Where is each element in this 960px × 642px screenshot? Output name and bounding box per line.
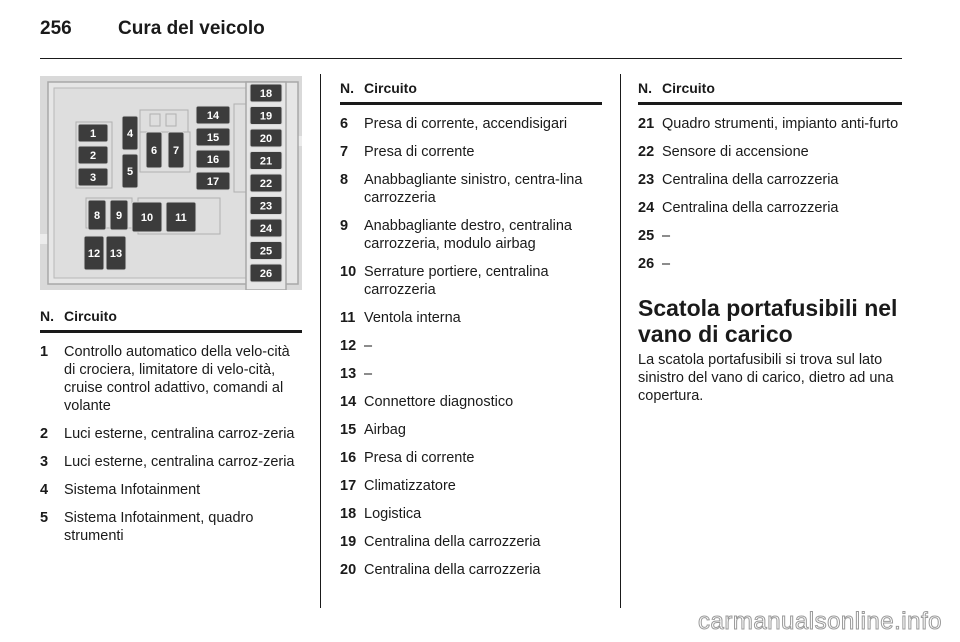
circuit-number: 15 xyxy=(340,422,357,438)
fuse-label-1: 1 xyxy=(89,128,97,140)
fuse-label-11: 11 xyxy=(175,212,187,224)
circuit-description: Sistema Infotainment, quadro strumenti xyxy=(64,510,254,544)
circuit-number: 3 xyxy=(40,454,49,470)
fuse-label-19: 19 xyxy=(259,110,273,123)
table-row xyxy=(340,505,602,523)
circuit-description: Centralina della carrozzeria xyxy=(364,534,541,550)
circuit-description: Centralina della carrozzeria xyxy=(662,172,839,188)
circuit-table-2 xyxy=(340,80,602,579)
table-row xyxy=(340,309,602,327)
fuse-label-14: 14 xyxy=(206,110,220,122)
circuit-number: 23 xyxy=(638,172,655,188)
table-row xyxy=(340,217,602,253)
fuse-label-8: 8 xyxy=(93,210,101,222)
circuit-number: 22 xyxy=(638,144,655,160)
circuit-number: 20 xyxy=(340,562,357,578)
circuit-description: Anabbagliante sinistro, centra-lina carrozzeria xyxy=(364,172,583,206)
table-row xyxy=(340,421,602,439)
table-row xyxy=(638,143,902,161)
circuit-number: 7 xyxy=(340,144,349,160)
circuit-description: Presa di corrente, accendisigari xyxy=(364,116,568,132)
page-header xyxy=(40,18,265,40)
page-title: Cura del veicolo xyxy=(118,18,265,39)
circuit-number: 8 xyxy=(340,172,349,188)
table-row xyxy=(638,255,902,273)
circuit-description: – xyxy=(364,366,373,382)
fuse-label-23: 23 xyxy=(259,200,273,213)
circuit-number: 18 xyxy=(340,506,357,522)
circuit-number: 4 xyxy=(40,482,49,498)
header-divider xyxy=(40,58,902,59)
circuit-description: Airbag xyxy=(364,422,406,438)
circuit-number: 26 xyxy=(638,256,655,272)
fuse-label-10: 10 xyxy=(140,212,154,224)
fuse-label-16: 16 xyxy=(206,154,220,166)
table-header xyxy=(40,308,302,333)
circuit-description: – xyxy=(364,338,373,354)
fuse-label-2: 2 xyxy=(89,150,97,162)
circuit-description: Luci esterne, centralina carroz-zeria xyxy=(64,454,295,470)
circuit-description: – xyxy=(662,228,671,244)
circuit-number: 16 xyxy=(340,450,357,466)
header-circuit: Circuito xyxy=(64,308,117,324)
circuit-description: Controllo automatico della velo-cità di crociera, limitatore di velo-cità, cruise control adattivo, comandi al volante xyxy=(64,344,290,414)
header-number: N. xyxy=(340,80,354,96)
fuse-label-3: 3 xyxy=(89,172,97,184)
fuse-label-7: 7 xyxy=(172,145,180,157)
fuse-box-diagram xyxy=(40,76,302,290)
circuit-table-1 xyxy=(40,308,302,545)
fuse-label-26: 26 xyxy=(259,268,273,280)
circuit-number: 1 xyxy=(40,344,49,360)
table-row xyxy=(340,533,602,551)
header-number: N. xyxy=(40,308,54,324)
table-header xyxy=(638,80,902,105)
circuit-description: Presa di corrente xyxy=(364,450,475,466)
table-row xyxy=(40,453,302,471)
circuit-number: 6 xyxy=(340,116,349,132)
circuit-number: 21 xyxy=(638,116,655,132)
header-circuit: Circuito xyxy=(364,80,417,96)
circuit-number: 14 xyxy=(340,394,357,410)
circuit-description: – xyxy=(662,256,671,272)
page-number: 256 xyxy=(40,18,72,39)
table-row xyxy=(340,171,602,207)
table-row xyxy=(340,449,602,467)
fuse-label-15: 15 xyxy=(206,132,220,144)
circuit-number: 12 xyxy=(340,338,357,354)
circuit-description: Logistica xyxy=(364,506,422,522)
table-row xyxy=(40,481,302,499)
circuit-table-3 xyxy=(638,80,902,405)
fuse-label-24: 24 xyxy=(259,223,273,235)
table-row xyxy=(340,263,602,299)
circuit-description: Centralina della carrozzeria xyxy=(364,562,541,578)
column-divider-1 xyxy=(320,74,321,608)
section-title: Scatola portafusibili nel vano di carico xyxy=(638,295,898,347)
table-header xyxy=(340,80,602,105)
fuse-label-4: 4 xyxy=(126,128,134,140)
circuit-description: Anabbagliante destro, centralina carrozzeria, modulo airbag xyxy=(364,218,572,252)
circuit-description: Ventola interna xyxy=(364,310,461,326)
table-row xyxy=(340,365,602,383)
table-row xyxy=(340,393,602,411)
circuit-description: Presa di corrente xyxy=(364,144,475,160)
section-paragraph: La scatola portafusibili si trova sul lato sinistro del vano di carico, dietro ad una copertura. xyxy=(638,352,894,404)
circuit-number: 17 xyxy=(340,478,357,494)
table-row xyxy=(638,199,902,217)
header-circuit: Circuito xyxy=(662,80,715,96)
circuit-number: 25 xyxy=(638,228,655,244)
table-row xyxy=(638,227,902,245)
table-row xyxy=(340,115,602,133)
circuit-number: 5 xyxy=(40,510,49,526)
table-row xyxy=(638,115,902,133)
header-number: N. xyxy=(638,80,652,96)
table-row xyxy=(40,343,302,415)
circuit-description: Connettore diagnostico xyxy=(364,394,514,410)
circuit-description: Luci esterne, centralina carroz-zeria xyxy=(64,426,295,442)
fuse-label-21: 21 xyxy=(259,155,273,168)
table-row xyxy=(638,171,902,189)
table-row xyxy=(340,143,602,161)
circuit-number: 10 xyxy=(340,264,357,280)
circuit-number: 11 xyxy=(340,310,356,326)
circuit-number: 19 xyxy=(340,534,357,550)
circuit-number: 2 xyxy=(40,426,49,442)
fuse-label-25: 25 xyxy=(259,245,273,258)
column-divider-2 xyxy=(620,74,621,608)
table-row xyxy=(340,477,602,495)
circuit-number: 24 xyxy=(638,200,655,216)
table-row xyxy=(340,561,602,579)
fuse-label-13: 13 xyxy=(109,248,123,260)
fuse-label-5: 5 xyxy=(126,166,134,178)
table-row xyxy=(40,425,302,443)
fuse-label-17: 17 xyxy=(206,176,220,188)
table-row xyxy=(340,337,602,355)
fuse-label-9: 9 xyxy=(115,210,123,222)
fuse-label-18: 18 xyxy=(259,88,273,100)
circuit-description: Serrature portiere, centralina carrozzeria xyxy=(364,264,549,298)
table-row xyxy=(40,509,302,545)
circuit-description: Centralina della carrozzeria xyxy=(662,200,839,216)
circuit-number: 9 xyxy=(340,218,349,234)
fuse-label-22: 22 xyxy=(259,178,273,190)
circuit-number: 13 xyxy=(340,366,357,382)
circuit-description: Quadro strumenti, impianto anti-furto xyxy=(662,116,899,132)
fuse-label-20: 20 xyxy=(259,133,273,145)
fuse-label-6: 6 xyxy=(150,145,158,157)
fuse-label-12: 12 xyxy=(87,248,101,260)
watermark: carmanualsonline.info xyxy=(698,608,942,635)
circuit-description: Sensore di accensione xyxy=(662,144,809,160)
circuit-description: Climatizzatore xyxy=(364,478,456,494)
circuit-description: Sistema Infotainment xyxy=(64,482,201,498)
